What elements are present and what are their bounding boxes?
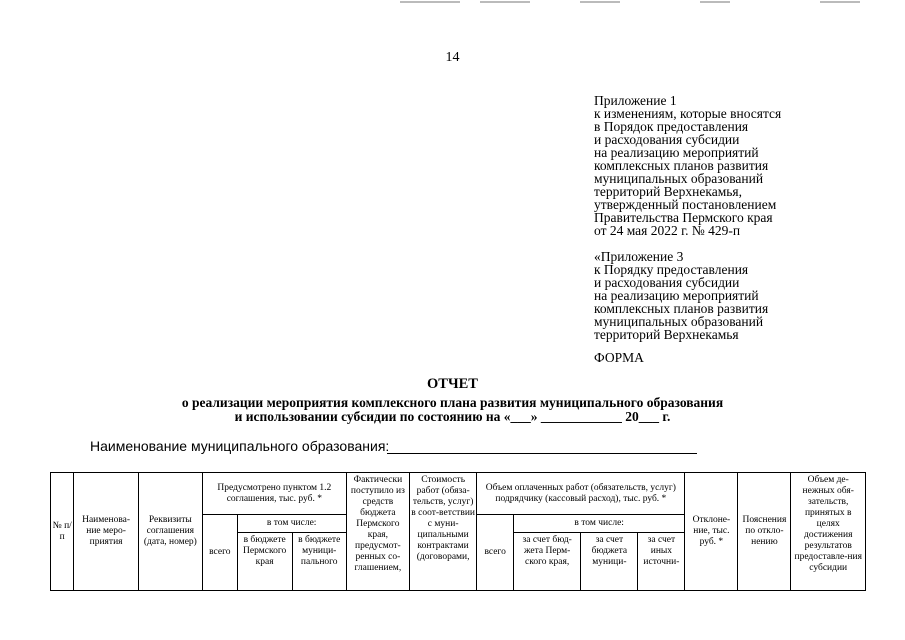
report-subtitle-line: и использовании субсидии по состоянию на «___» ____________ 20___ г.	[234, 409, 671, 424]
header-paid-other: за счет иных источни-	[638, 533, 685, 591]
appendix-line: «Приложение 3	[594, 249, 684, 264]
appendix-line: комплексных планов развития	[594, 158, 769, 173]
header-planned-including: в том числе:	[237, 515, 346, 533]
appendix-line: комплексных планов развития	[594, 301, 769, 316]
appendix-line: утвержденный постановлением	[594, 197, 777, 212]
header-contract-cost: Стоимость работ (обяза-тельств, услуг) в соот-ветствии с муни-ципальными контрактами (договорами,	[409, 473, 476, 591]
page-number: 14	[445, 50, 460, 65]
scan-artifacts	[0, 0, 905, 6]
header-planned-perm: в бюджете Пермского края	[237, 533, 292, 591]
appendix-line: и расходования субсидии	[594, 275, 740, 290]
appendix-line: на реализацию мероприятий	[594, 288, 759, 303]
header-paid-perm: за счет бюд-жета Перм-ского края,	[514, 533, 581, 591]
report-title: ОТЧЕТ	[427, 376, 478, 392]
appendix-line: и расходования субсидии	[594, 132, 740, 147]
header-planned-total: всего	[202, 515, 237, 591]
header-actual-received: Фактически поступило из средств бюджета Пермского края, предусмот-ренных со-глашением,	[346, 473, 409, 591]
header-explanation: Пояснения по откло-нению	[738, 473, 791, 591]
appendix-line: к Порядку предоставления	[594, 262, 749, 277]
municipality-label: Наименование муниципального образования:	[90, 438, 390, 454]
header-planned-municipal: в бюджете муници-пального	[292, 533, 346, 591]
form-label: ФОРМА	[594, 350, 644, 365]
report-subtitle-line: о реализации мероприятия комплексного плана развития муниципального образования	[181, 395, 724, 410]
header-deviation: Отклоне-ние, тыс. руб. *	[685, 473, 738, 591]
header-planned: Предусмотрено пунктом 1.2 соглашения, тыс. руб. *	[202, 473, 346, 515]
header-paid: Объем оплаченных работ (обязательств, услуг) подрядчику (кассовый расход), тыс. руб. *	[477, 473, 685, 515]
appendix-1-block	[594, 94, 894, 237]
report-table	[50, 472, 866, 591]
municipality-blank-line[interactable]	[387, 453, 697, 454]
header-paid-municipal: за счет бюджета муници-	[581, 533, 638, 591]
appendix-line: Правительства Пермского края	[594, 210, 773, 225]
appendix-line: муниципальных образований	[594, 171, 764, 186]
appendix-line: муниципальных образований	[594, 314, 764, 329]
appendix-line: к изменениям, которые вносятся	[594, 106, 782, 121]
appendix-line: в Порядок предоставления	[594, 119, 749, 134]
header-activity-name: Наименова-ние меро-приятия	[74, 473, 138, 591]
appendix-line: территорий Верхнекамья	[594, 327, 739, 342]
appendix-line: на реализацию мероприятий	[594, 145, 759, 160]
appendix-line: территорий Верхнекамья,	[594, 184, 743, 199]
header-paid-total: всего	[477, 515, 514, 591]
appendix-3-block	[594, 250, 894, 341]
header-paid-including: в том числе:	[514, 515, 685, 533]
appendix-line: от 24 мая 2022 г. № 429-п	[594, 223, 741, 238]
report-subtitle	[0, 396, 905, 424]
header-agreement: Реквизиты соглашения (дата, номер)	[138, 473, 202, 591]
header-no: № п/п	[51, 473, 74, 591]
header-obligations: Объем де-нежных обя-зательств, принятых в целях достижения результатов предоставле-ния субсидии	[791, 473, 866, 591]
appendix-line: Приложение 1	[594, 93, 677, 108]
